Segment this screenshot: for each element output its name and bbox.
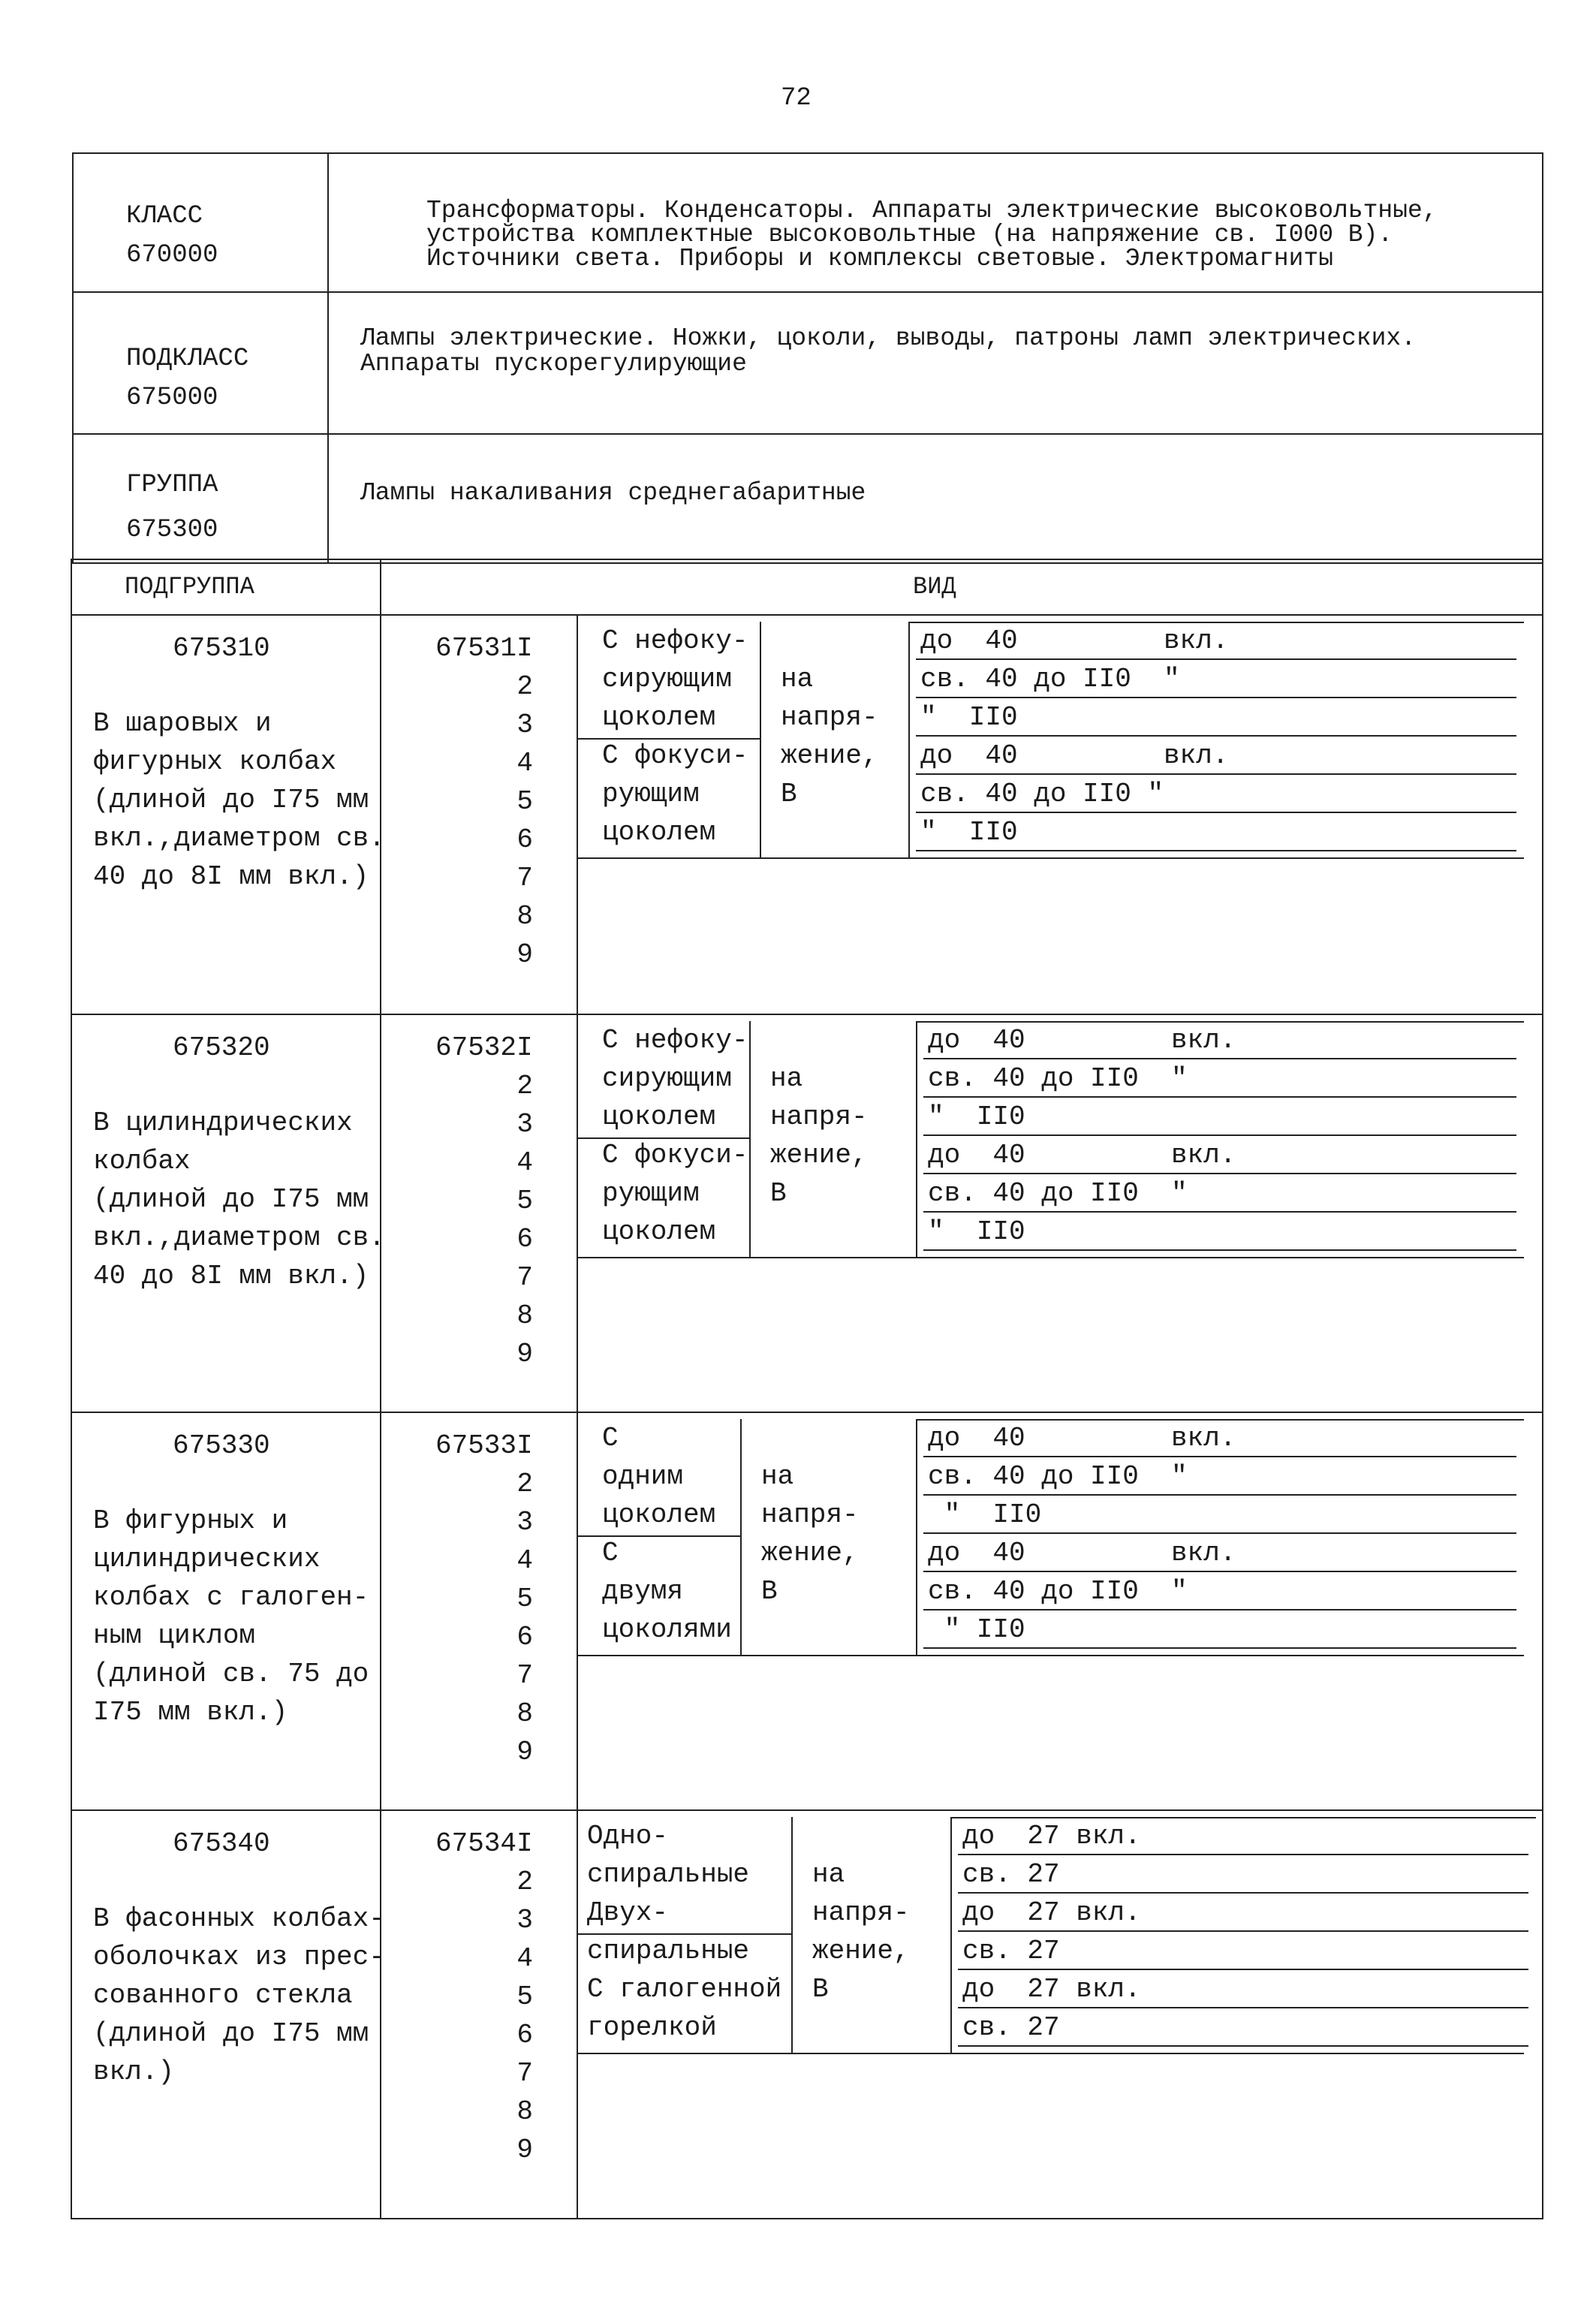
kind-type-line: сирующим <box>602 664 732 695</box>
voltage-range: до 40 вкл. <box>928 1140 1236 1171</box>
code-suffix: 5 <box>516 1583 533 1614</box>
subgroup-desc-line: (длиной до I75 мм <box>93 1184 369 1215</box>
code-suffix: 8 <box>516 1300 533 1331</box>
subgroup-code: 675330 <box>173 1430 270 1461</box>
page-number: 72 <box>781 84 812 113</box>
kind-type-line: двумя <box>602 1576 684 1607</box>
kind-box-divider <box>749 1021 751 1257</box>
subgroup-desc-line: сованного стекла <box>93 1980 353 2011</box>
subgroup-desc-line: колбах <box>93 1146 191 1177</box>
klass-line-2: устройства комплектные высоковольтные (на напряжение св. I000 В). <box>426 221 1393 249</box>
subgroup-code: 675340 <box>173 1828 270 1859</box>
code-suffix: 6 <box>516 2020 533 2050</box>
code-suffix: 7 <box>516 2058 533 2089</box>
code-suffix: 7 <box>516 863 533 893</box>
kind-type-line: цоколем <box>602 1499 716 1530</box>
kind-box-divider <box>740 1419 742 1655</box>
code-suffix: 3 <box>516 1109 533 1140</box>
subgroup-desc-line: 40 до 8I мм вкл.) <box>93 1261 369 1291</box>
voltage-range: св. 40 до II0 " <box>928 1461 1188 1492</box>
klass-label: КЛАСС <box>126 202 203 230</box>
voltage-range: св. 27 <box>962 1859 1060 1890</box>
subgroup-code: 675320 <box>173 1032 270 1063</box>
kind-type-line: С фокуси- <box>602 740 748 771</box>
subgroup-separator <box>71 1809 1543 1811</box>
voltage-range: до 40 вкл. <box>920 625 1229 656</box>
voltage-range: св. 27 <box>962 2012 1060 2043</box>
kind-type-line: сирующим <box>602 1063 732 1094</box>
subgroup-desc-line: (длиной до I75 мм <box>93 2018 369 2049</box>
voltage-range: до 27 вкл. <box>962 1821 1141 1852</box>
kind-type-line: Одно- <box>587 1821 669 1852</box>
voltage-range: до 40 вкл. <box>920 740 1229 771</box>
voltage-range: св. 27 <box>962 1936 1060 1966</box>
klass-line-1: Трансформаторы. Конденсаторы. Аппараты электрические высоковольтные, <box>426 197 1438 224</box>
code-suffix: 3 <box>516 1905 533 1936</box>
header-row-line <box>72 291 1543 293</box>
voltage-range-underline <box>923 1647 1516 1649</box>
kind-box-bottom <box>577 857 1524 859</box>
code-suffix: 4 <box>516 1545 533 1576</box>
col-header-podgruppa: ПОДГРУППА <box>125 573 254 601</box>
code-suffix: 6 <box>516 824 533 855</box>
kind-type-line: С нефоку- <box>602 625 748 656</box>
code-suffix: 8 <box>516 2096 533 2127</box>
voltage-label-line: напря- <box>770 1101 868 1132</box>
voltage-label-line: напря- <box>781 702 878 733</box>
voltage-range-underline <box>923 1249 1516 1251</box>
subgroup-desc-line: колбах с галоген- <box>93 1582 369 1613</box>
code-suffix: 7 <box>516 1262 533 1293</box>
code-suffix: 2 <box>516 1867 533 1897</box>
kind-type-line: цоколем <box>602 702 716 733</box>
voltage-range: до 40 вкл. <box>928 1423 1236 1454</box>
voltage-label-line: жение, <box>761 1538 859 1568</box>
code-suffix: 2 <box>516 671 533 702</box>
voltage-label-line: В <box>770 1178 787 1209</box>
subgroup-desc-line: I75 мм вкл.) <box>93 1697 288 1728</box>
code-suffix: 8 <box>516 1698 533 1729</box>
code-suffix: 5 <box>516 1981 533 2012</box>
kind-type-line: рующим <box>602 1178 700 1209</box>
voltage-label-line: на <box>770 1063 803 1094</box>
code-suffix: 5 <box>516 1186 533 1216</box>
klass-code: 670000 <box>126 241 218 270</box>
first-code: 67531I <box>435 633 533 664</box>
code-suffix: 8 <box>516 901 533 932</box>
podklass-line-2: Аппараты пускорегулирующие <box>360 350 747 378</box>
voltage-range: св. 40 до II0 " <box>928 1178 1188 1209</box>
voltage-label-line: напря- <box>812 1897 910 1928</box>
voltage-range: св. 40 до II0 " <box>920 664 1180 695</box>
subgroup-separator <box>71 1014 1543 1015</box>
kind-type-split <box>577 738 760 740</box>
voltage-range: " II0 <box>928 1614 1025 1645</box>
voltage-range: " II0 <box>928 1216 1025 1247</box>
kind-type-line: цоколями <box>602 1614 732 1645</box>
voltage-range: до 40 вкл. <box>928 1025 1236 1056</box>
voltage-range: " II0 <box>920 817 1018 848</box>
kind-box-divider <box>760 622 761 857</box>
voltage-label-line: жение, <box>812 1936 910 1966</box>
code-suffix: 4 <box>516 1147 533 1178</box>
voltage-label-line: на <box>761 1461 794 1492</box>
kind-box-bottom <box>577 1257 1524 1258</box>
code-suffix: 4 <box>516 748 533 779</box>
first-code: 67534I <box>435 1828 533 1859</box>
voltage-range: " II0 <box>928 1499 1042 1530</box>
voltage-label-line: напря- <box>761 1499 859 1530</box>
subgroup-desc-line: В цилиндрических <box>93 1107 353 1138</box>
voltage-range: св. 40 до II0 " <box>928 1576 1188 1607</box>
column-divider <box>577 614 578 2219</box>
kind-type-line: С фокуси- <box>602 1140 748 1171</box>
code-suffix: 5 <box>516 786 533 817</box>
podklass-line-1: Лампы электрические. Ножки, цоколи, выводы, патроны ламп электрических. <box>360 324 1417 352</box>
first-code: 67532I <box>435 1032 533 1063</box>
subgroup-desc-line: В шаровых и <box>93 708 272 739</box>
gruppa-code: 675300 <box>126 516 218 544</box>
code-suffix: 6 <box>516 1622 533 1653</box>
first-code: 67533I <box>435 1430 533 1461</box>
voltage-range: св. 40 до II0 " <box>920 779 1164 809</box>
kind-type-split <box>577 1535 740 1537</box>
voltage-label-line: жение, <box>781 740 878 771</box>
voltage-range: св. 40 до II0 " <box>928 1063 1188 1094</box>
voltage-range-underline <box>958 2045 1528 2047</box>
kind-type-line: цоколем <box>602 1216 716 1247</box>
kind-type-line: С нефоку- <box>602 1025 748 1056</box>
kind-type-line: Двух- <box>587 1897 669 1928</box>
kind-box-divider <box>791 1817 793 2053</box>
kind-type-line: цоколем <box>602 817 716 848</box>
code-suffix: 3 <box>516 1507 533 1538</box>
voltage-range-underline <box>916 850 1516 851</box>
kind-type-line: рующим <box>602 779 700 809</box>
voltage-label-line: на <box>812 1859 845 1890</box>
kind-type-line: цоколем <box>602 1101 716 1132</box>
code-suffix: 2 <box>516 1071 533 1101</box>
code-suffix: 6 <box>516 1224 533 1255</box>
subgroup-desc-line: оболочках из прес- <box>93 1942 385 1972</box>
subgroup-desc-line: ным циклом <box>93 1620 256 1651</box>
subgroup-desc-line: фигурных колбах <box>93 746 337 777</box>
kind-box-bottom <box>577 1655 1524 1656</box>
subgroup-desc-line: вкл.) <box>93 2056 175 2087</box>
podklass-label: ПОДКЛАСС <box>126 345 249 373</box>
kind-box-divider <box>916 1021 917 1257</box>
code-suffix: 9 <box>516 1737 533 1767</box>
voltage-range: до 27 вкл. <box>962 1897 1141 1928</box>
kind-type-line: С <box>602 1423 619 1454</box>
kind-type-split <box>577 1933 791 1935</box>
code-suffix: 9 <box>516 1339 533 1369</box>
voltage-label-line: В <box>761 1576 778 1607</box>
kind-box-divider <box>916 1419 917 1655</box>
subgroup-separator <box>71 1412 1543 1413</box>
kind-type-split <box>577 1137 749 1139</box>
kind-type-line: горелкой <box>587 2012 717 2043</box>
kind-type-line: одним <box>602 1461 684 1492</box>
subgroup-desc-line: (длиной св. 75 до <box>93 1659 369 1689</box>
subgroup-desc-line: вкл.,диаметром св. <box>93 1222 385 1253</box>
code-suffix: 7 <box>516 1660 533 1691</box>
kind-type-line: С <box>602 1538 619 1568</box>
subgroup-desc-line: цилиндрических <box>93 1544 321 1574</box>
voltage-label-line: жение, <box>770 1140 868 1171</box>
voltage-range: " II0 <box>928 1101 1025 1132</box>
subgroup-code: 675310 <box>173 633 270 664</box>
subgroup-desc-line: 40 до 8I мм вкл.) <box>93 861 369 892</box>
kind-box-divider <box>908 622 910 857</box>
voltage-label-line: В <box>812 1974 829 2005</box>
code-suffix: 9 <box>516 2135 533 2165</box>
kind-type-line: спиральные <box>587 1936 750 1966</box>
gruppa-text: Лампы накаливания среднегабаритные <box>360 479 866 507</box>
klass-line-3: Источники света. Приборы и комплексы световые. Электромагниты <box>426 245 1333 273</box>
subgroup-desc-line: (длиной до I75 мм <box>93 785 369 815</box>
voltage-range: " II0 <box>920 702 1018 733</box>
voltage-label-line: В <box>781 779 797 809</box>
column-header-line <box>71 614 1543 616</box>
col-header-vid: ВИД <box>913 573 956 601</box>
subgroup-desc-line: В фасонных колбах- <box>93 1903 385 1934</box>
voltage-range: до 40 вкл. <box>928 1538 1236 1568</box>
voltage-range: до 27 вкл. <box>962 1974 1141 2005</box>
code-suffix: 3 <box>516 710 533 740</box>
kind-box-bottom <box>577 2053 1524 2054</box>
kind-type-line: спиральные <box>587 1859 750 1890</box>
kind-box-divider <box>950 1817 952 2053</box>
podklass-code: 675000 <box>126 384 218 412</box>
kind-type-line: С галогенной <box>587 1974 782 2005</box>
code-suffix: 2 <box>516 1469 533 1499</box>
code-suffix: 4 <box>516 1943 533 1974</box>
code-suffix: 9 <box>516 939 533 970</box>
gruppa-label: ГРУППА <box>126 471 218 499</box>
subgroup-desc-line: В фигурных и <box>93 1505 288 1536</box>
header-row-line <box>72 433 1543 435</box>
subgroup-desc-line: вкл.,диаметром св. <box>93 823 385 854</box>
header-divider <box>327 152 329 564</box>
voltage-label-line: на <box>781 664 814 695</box>
